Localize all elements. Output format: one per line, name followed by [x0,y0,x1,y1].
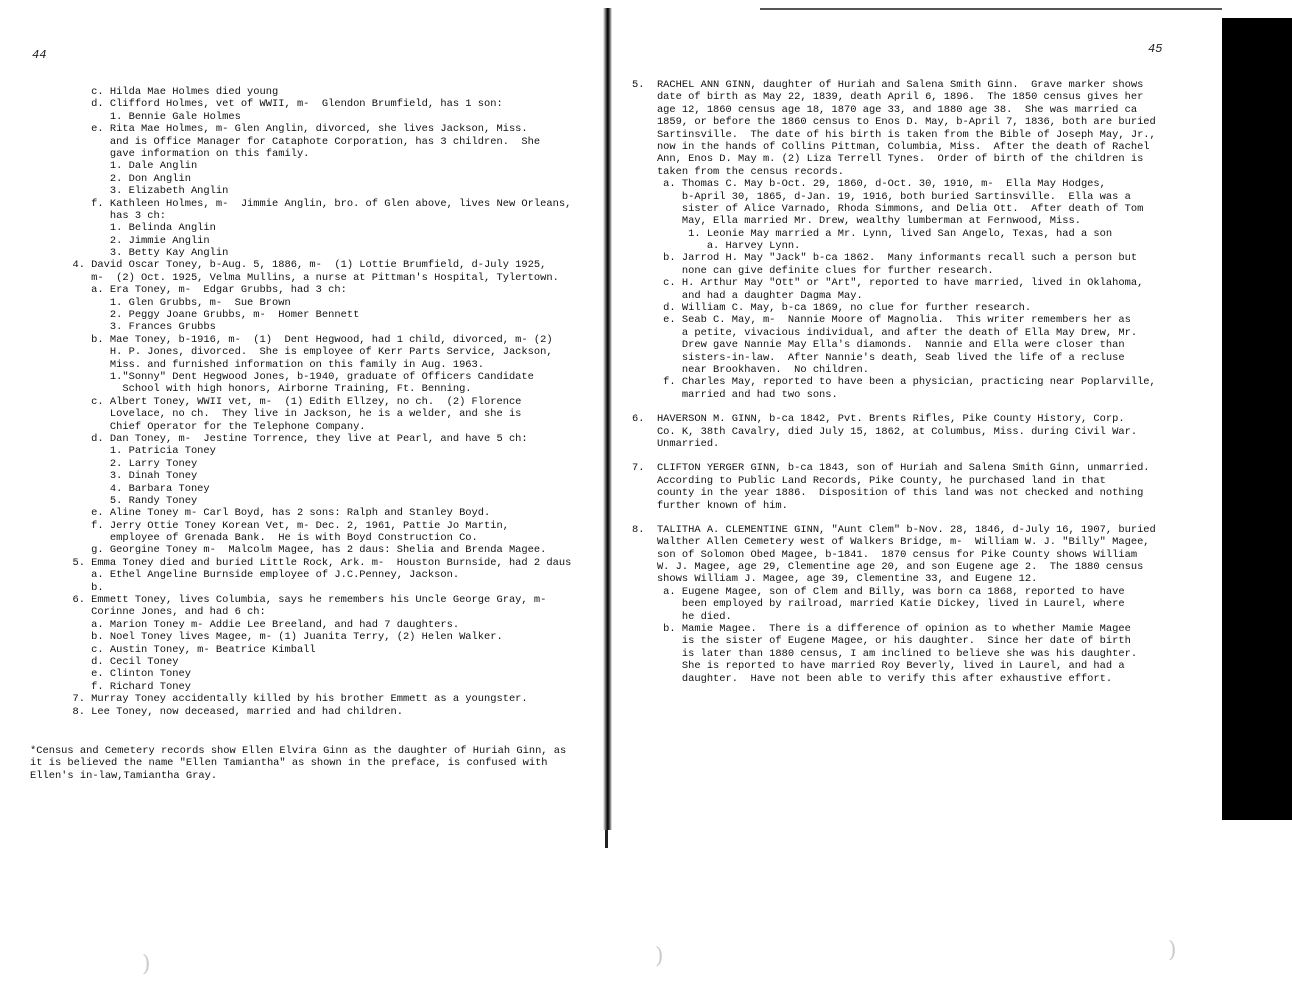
text-line: 8. TALITHA A. CLEMENTINE GINN, "Aunt Clem" b-Nov. 28, 1846, d-July 16, 1907, buried [632,523,1156,536]
right-page-body [632,79,1156,685]
scan-top-edge [760,8,1222,10]
book-gutter [603,8,612,830]
text-line: 3. Dinah Toney [60,470,198,483]
text-line: f. Kathleen Holmes, m- Jimmie Anglin, bro. of Glen above, lives New Orleans, [60,197,572,210]
text-line: W. J. Magee, age 29, Clementine age 20, and son Eugene age 2. The 1880 census [632,561,1144,574]
text-line: m- (2) Oct. 1925, Velma Mullins, a nurse at Pittman's Hospital, Tylertown. [60,271,559,284]
text-line: 3. Betty Kay Anglin [60,247,229,260]
text-line: b. Jarrod H. May "Jack" b-ca 1862. Many informants recall such a person but [632,252,1138,265]
text-line: son of Solomon Obed Magee, b-1841. 1870 census for Pike County shows William [632,548,1138,561]
text-line: Ann, Enos D. May m. (2) Liza Terrell Tynes. Order of birth of the children is [632,153,1144,166]
text-line: sisters-in-law. After Nannie's death, Seab lived the life of a recluse [632,351,1125,364]
page-curl-mark: ) [1168,938,1177,963]
text-line: Miss. and furnished information on this family in Aug. 1963. [60,358,485,371]
text-line: d. Clifford Holmes, vet of WWII, m- Glendon Brumfield, has 1 son: [60,98,503,111]
gutter-shadow [605,830,608,848]
text-line: county in the year 1886. Disposition of this land was not checked and nothing [632,487,1144,500]
text-line: a. Thomas C. May b-Oct. 29, 1860, d-Oct. 30, 1910, m- Ella May Hodges, [632,178,1106,191]
text-line: May, Ella married Mr. Drew, wealthy lumberman at Fernwood, Miss. [632,215,1081,228]
text-line: 2. Larry Toney [60,457,198,470]
text-line: employee of Grenada Bank. He is with Boyd Construction Co. [60,532,478,545]
text-line: d. William C. May, b-ca 1869, no clue for further research. [632,302,1032,315]
page-curl-mark: ) [655,944,664,969]
text-line: 2. Peggy Joane Grubbs, m- Homer Bennett [60,309,360,322]
text-line: daughter. Have not been able to verify this after exhaustive effort. [632,672,1113,685]
text-line: taken from the census records. [632,165,845,178]
text-line: *Census and Cemetery records show Ellen Elvira Ginn as the daughter of Huriah Ginn, as [30,745,567,757]
text-line: 5. RACHEL ANN GINN, daughter of Huriah and Salena Smith Ginn. Grave marker shows [632,79,1144,91]
text-line: c. Hilda Mae Holmes died young [60,86,279,98]
text-line: is the sister of Eugene Magee, or his daughter. Since her date of birth [632,635,1131,648]
text-line: e. Seab C. May, m- Nannie Moore of Magnolia. This writer remembers her as [632,314,1131,327]
text-line: gave information on this family. [60,147,310,160]
text-line: f. Richard Toney [60,680,191,693]
text-line: Unmarried. [632,437,720,450]
text-line: 1. Belinda Anglin [60,222,216,235]
text-line: g. Georgine Toney m- Malcolm Magee, has 2 daus: Shelia and Brenda Magee. [60,544,547,557]
text-line: She is reported to have married Roy Beverly, lived in Laurel, and had a [632,660,1125,673]
text-line: 2. Jimmie Anglin [60,234,210,247]
right-page-number: 45 [1148,42,1163,56]
text-line: Sartinsville. The date of his birth is taken from the Bible of Joseph May, Jr., [632,128,1156,141]
text-line: a. Marion Toney m- Addie Lee Breeland, and had 7 daughters. [60,618,460,631]
text-line: 7. Murray Toney accidentally killed by his brother Emmett as a youngster. [60,693,528,706]
text-line: 3. Frances Grubbs [60,321,216,334]
text-line: d. Cecil Toney [60,655,179,668]
text-line: School with high honors, Airborne Training, Ft. Benning. [60,383,472,396]
text-line: further known of him. [632,499,788,512]
text-line: c. Austin Toney, m- Beatrice Kimball [60,643,316,656]
text-line: 5. Randy Toney [60,494,198,507]
text-line: f. Charles May, reported to have been a physician, practicing near Poplarville, [632,376,1156,389]
text-line: According to Public Land Records, Pike County, he purchased land in that [632,474,1106,487]
text-line: and had a daughter Dagma May. [632,289,863,302]
text-line: 1. Bennie Gale Holmes [60,110,241,123]
text-line: 1."Sonny" Dent Hegwood Jones, b-1940, graduate of Officers Candidate [60,370,534,383]
entry-spacer [632,401,1156,413]
text-line: 1859, or before the 1860 census to Enos D. May, b-April 7, 1836, both are buried [632,116,1156,129]
text-line: a petite, vivacious individual, and after the death of Ella May Drew, Mr. [632,326,1138,339]
text-line: 3. Elizabeth Anglin [60,185,229,198]
text-line: date of birth as May 22, 1839, death April 6, 1896. The 1850 census gives her [632,91,1144,104]
text-line: 1. Glen Grubbs, m- Sue Brown [60,296,291,309]
text-line: e. Rita Mae Holmes, m- Glen Anglin, divorced, she lives Jackson, Miss. [60,123,528,136]
text-line: Chief Operator for the Telephone Company. [60,420,366,433]
scan-dark-edge [1222,18,1292,820]
left-page-footnote [30,745,566,782]
text-line: 4. David Oscar Toney, b-Aug. 5, 1886, m- (1) Lottie Brumfield, d-July 1925, [60,259,547,272]
text-line: 1. Dale Anglin [60,160,198,173]
entry-spacer [632,450,1156,462]
text-line: has 3 ch: [60,209,167,222]
text-line: b. [60,581,104,594]
left-page-number: 44 [32,48,47,62]
text-line: near Brookhaven. No children. [632,363,869,376]
text-line: now in the hands of Collins Pittman, Columbia, Miss. After the death of Rachel [632,140,1150,153]
text-line: a. Era Toney, m- Edgar Grubbs, had 3 ch: [60,284,347,297]
text-line: 4. Barbara Toney [60,482,210,495]
text-line: b. Noel Toney lives Magee, m- (1) Juanita Terry, (2) Helen Walker. [60,631,503,644]
text-line: Walther Allen Cemetery west of Walkers Bridge, m- William W. J. "Billy" Magee, [632,536,1150,549]
text-line: a. Ethel Angeline Burnside employee of J.C.Penney, Jackson. [60,569,460,582]
text-line: e. Clinton Toney [60,668,191,681]
text-line: a. Eugene Magee, son of Clem and Billy, was born ca 1868, reported to have [632,585,1125,598]
text-line: f. Jerry Ottie Toney Korean Vet, m- Dec. 2, 1961, Pattie Jo Martin, [60,519,509,532]
text-line: d. Dan Toney, m- Jestine Torrence, they live at Pearl, and have 5 ch: [60,432,528,445]
text-line: age 12, 1860 census age 18, 1870 age 33, and 1880 age 38. She was married ca [632,103,1138,116]
text-line: 6. HAVERSON M. GINN, b-ca 1842, Pvt. Brents Rifles, Pike County History, Corp. [632,413,1125,426]
text-line: 1. Leonie May married a Mr. Lynn, lived San Angelo, Texas, had a son [632,227,1113,240]
text-line: 1. Patricia Toney [60,445,216,458]
text-line: a. Harvey Lynn. [632,240,801,253]
text-line: b. Mae Toney, b-1916, m- (1) Dent Hegwood, had 1 child, divorced, m- (2) [60,333,553,346]
text-line: 6. Emmett Toney, lives Columbia, says he remembers his Uncle George Gray, m- [60,594,547,607]
text-line: Lovelace, no ch. They live in Jackson, he is a welder, and she is [60,408,522,421]
text-line: it is believed the name "Ellen Tamiantha" as shown in the preface, is confused with [30,757,548,770]
text-line: married and had two sons. [632,388,838,401]
text-line: Drew gave Nannie May Ella's diamonds. Nannie and Ella were closer than [632,339,1125,352]
text-line: Co. K, 38th Cavalry, died July 15, 1862, at Columbus, Miss. during Civil War. [632,425,1138,438]
text-line: c. H. Arthur May "Ott" or "Art", reported to have married, lived in Oklahoma, [632,277,1144,290]
page-curl-mark: ) [142,952,151,977]
text-line: b. Mamie Magee. There is a difference of opinion as to whether Mamie Magee [632,623,1131,636]
text-line: b-April 30, 1865, d-Jan. 19, 1916, both buried Sartinsville. Ella was a [632,190,1131,203]
text-line: 8. Lee Toney, now deceased, married and had children. [60,705,403,718]
text-line: H. P. Jones, divorced. She is employee of Kerr Parts Service, Jackson, [60,346,553,359]
text-line: c. Albert Toney, WWII vet, m- (1) Edith Ellzey, no ch. (2) Florence [60,395,522,408]
text-line: 5. Emma Toney died and buried Little Rock, Ark. m- Houston Burnside, had 2 daus [60,556,572,569]
text-line: 2. Don Anglin [60,172,191,185]
text-line: Corinne Jones, and had 6 ch: [60,606,266,619]
text-line: is later than 1880 census, I am inclined to believe she was his daughter. [632,647,1138,660]
text-line: Ellen's in-law,Tamiantha Gray. [30,769,218,782]
text-line: none can give definite clues for further research. [632,264,994,277]
text-line: 7. CLIFTON YERGER GINN, b-ca 1843, son of Huriah and Salena Smith Ginn, unmarried. [632,462,1150,475]
text-line: sister of Alice Varnado, Rhoda Simmons, and Delia Ott. After death of Tom [632,202,1144,215]
entry-spacer [632,512,1156,524]
left-page-body [60,86,571,718]
text-line: e. Aline Toney m- Carl Boyd, has 2 sons: Ralph and Stanley Boyd. [60,507,491,520]
text-line: been employed by railroad, married Katie Dickey, lived in Laurel, where [632,598,1125,611]
text-line: and is Office Manager for Cataphote Corporation, has 3 children. She [60,135,541,148]
text-line: he died. [632,610,732,623]
text-line: shows William J. Magee, age 39, Clementine 33, and Eugene 12. [632,573,1038,586]
